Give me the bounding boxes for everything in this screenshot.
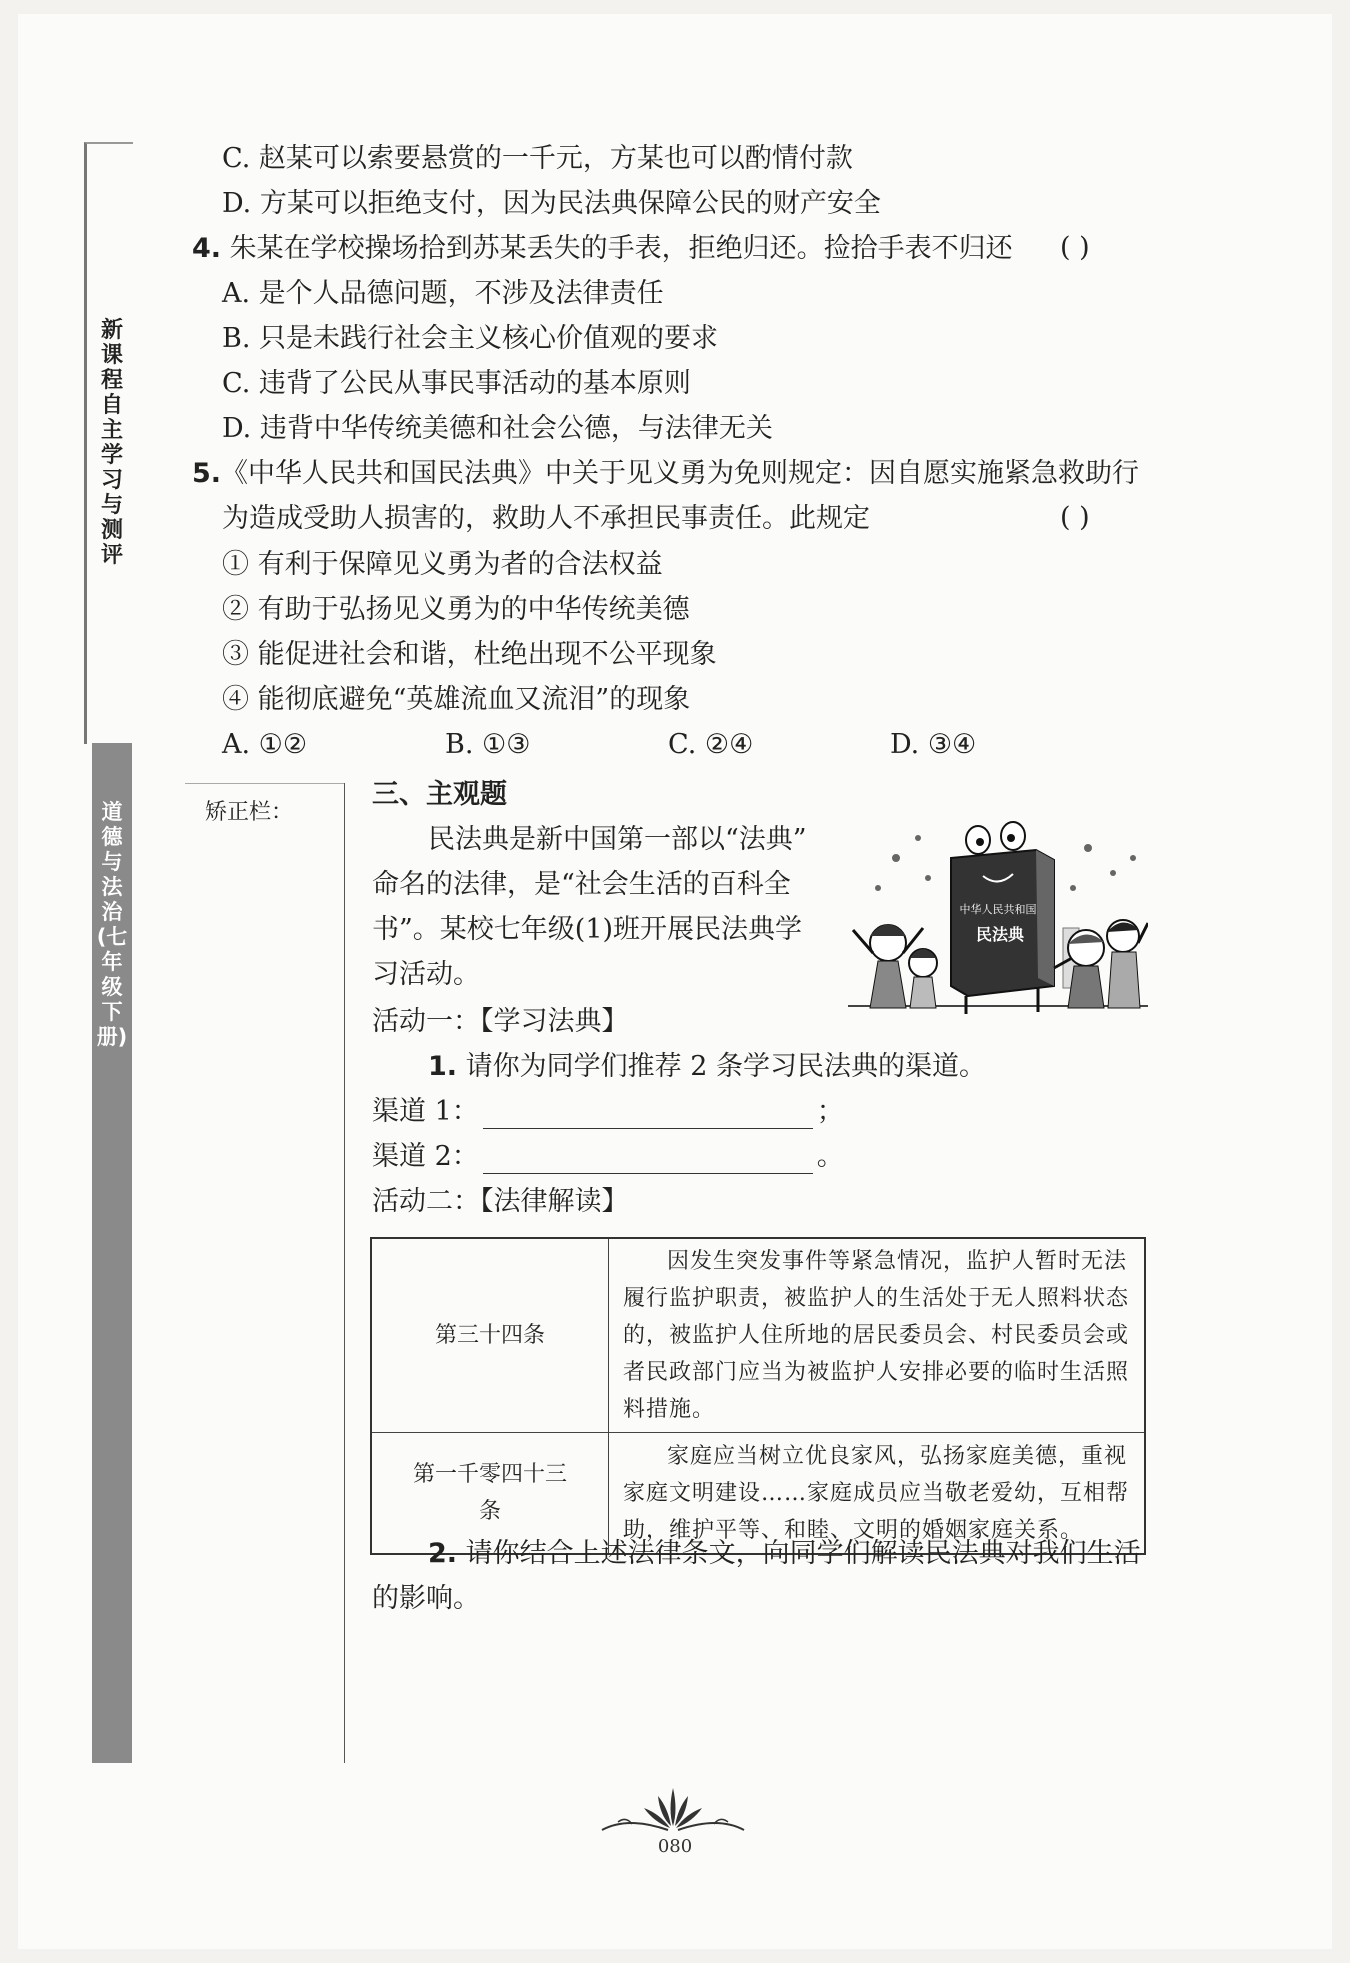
q5-choice-b: B. ①③	[445, 729, 531, 760]
q3-option-c: C. 赵某可以索要悬赏的一千元，方某也可以酌情付款	[222, 143, 853, 174]
q4-option-d: D. 违背中华传统美德和社会公德，与法律无关	[222, 413, 773, 444]
law-article-content: 因发生突发事件等紧急情况，监护人暂时无法履行监护职责，被监护人的生活处于无人照料状态的，被监护人住所地的居民委员会、村民委员会或者民政部门应当为被监护人安排必要的临时生活照料措施。	[609, 1238, 1146, 1433]
q4-number: 4.	[192, 233, 222, 264]
q2-prompt-line1	[428, 1537, 1141, 1571]
channel-1-row	[372, 1095, 844, 1129]
book-cover-title-2: 民法典	[975, 925, 1025, 944]
q5-stem-text: 《中华人民共和国民法典》中关于见义勇为免则规定：因自愿实施紧急救助行	[221, 458, 1140, 489]
q5-stem-line2: 为造成受助人损害的，救助人不承担民事责任。此规定	[222, 503, 870, 534]
intro-line-4: 习活动。	[372, 959, 480, 990]
law-article-name: 第一千零四十三条	[371, 1433, 609, 1555]
channel-1-answer-blank[interactable]	[483, 1100, 813, 1129]
q5-stem-line1	[192, 457, 1139, 491]
q3-option-d: D. 方某可以拒绝支付，因为民法典保障公民的财产安全	[222, 188, 881, 219]
civil-code-illustration	[848, 818, 1148, 1018]
intro-line-2: 命名的法律，是“社会生活的百科全	[372, 869, 791, 900]
q5-statement-1: ① 有利于保障见义勇为者的合法权益	[222, 549, 663, 580]
footer-ornament-icon	[598, 1780, 748, 1838]
q5-choice-d: D. ③④	[890, 729, 977, 760]
intro-line-1: 民法典是新中国第一部以“法典”	[428, 824, 807, 855]
channel-1-label: 渠道 1：	[372, 1096, 479, 1127]
channel-2-end: 。	[816, 1141, 844, 1172]
law-table-row	[371, 1238, 1145, 1433]
law-article-content: 家庭应当树立优良家风，弘扬家庭美德，重视家庭文明建设……家庭成员应当敬老爱幼，互相帮助，维护平等、和睦、文明的婚姻家庭关系。	[609, 1433, 1146, 1555]
q4-stem	[192, 232, 1013, 266]
q4-stem-text: 朱某在学校操场拾到苏某丢失的手表，拒绝归还。捡拾手表不归还	[229, 233, 1013, 264]
q1-number: 1.	[428, 1051, 458, 1082]
q2-number: 2.	[428, 1538, 458, 1569]
q4-option-c: C. 违背了公民从事民事活动的基本原则	[222, 368, 691, 399]
q4-option-b: B. 只是未践行社会主义核心价值观的要求	[222, 323, 719, 354]
book-cover-title-1: 中华人民共和国	[959, 903, 1037, 916]
activity-2-heading: 活动二：【法律解读】	[372, 1186, 629, 1217]
q5-choice-a: A. ①②	[222, 729, 308, 760]
law-article-name: 第三十四条	[371, 1238, 609, 1433]
page-number: 080	[657, 1836, 693, 1857]
correction-column-label: 矫正栏：	[205, 800, 294, 825]
q5-statement-2: ② 有助于弘扬见义勇为的中华传统美德	[222, 594, 690, 625]
channel-2-row	[372, 1140, 844, 1174]
sidebar-series-title: 新课程自主学习与测评	[100, 318, 123, 568]
law-table-row	[371, 1433, 1145, 1555]
q5-answer-paren[interactable]: ( )	[1060, 502, 1090, 533]
correction-column-rule	[185, 783, 345, 784]
q2-prompt-line2: 的影响。	[372, 1583, 480, 1614]
section-3-title: 三、主观题	[372, 779, 507, 810]
channel-1-end: ；	[816, 1096, 844, 1127]
channel-2-label: 渠道 2：	[372, 1141, 479, 1172]
q4-option-a: A. 是个人品德问题，不涉及法律责任	[222, 278, 664, 309]
activity-1-heading: 活动一：【学习法典】	[372, 1006, 629, 1037]
correction-column-divider	[344, 783, 345, 1763]
q2-text: 请你结合上述法律条文，向同学们解读民法典对我们生活	[465, 1538, 1141, 1569]
q5-choice-c: C. ②④	[668, 729, 754, 760]
channel-2-answer-blank[interactable]	[483, 1145, 813, 1174]
q1-prompt	[428, 1050, 986, 1084]
sidebar-book-title: 道德与法治(七年级下册)	[96, 800, 128, 1049]
civil-code-book-icon	[951, 822, 1054, 1014]
q1-text: 请你为同学们推荐 2 条学习民法典的渠道。	[465, 1051, 986, 1082]
intro-line-3: 书”。某校七年级(1)班开展民法典学	[372, 914, 803, 945]
law-articles-table	[370, 1237, 1146, 1555]
q5-statement-3: ③ 能促进社会和谐，杜绝出现不公平现象	[222, 639, 717, 670]
q4-answer-paren[interactable]: ( )	[1060, 232, 1090, 263]
cheering-family-left	[853, 925, 937, 1009]
q5-statement-4: ④ 能彻底避免“英雄流血又流泪”的现象	[222, 684, 691, 715]
q5-number: 5.	[192, 458, 222, 489]
